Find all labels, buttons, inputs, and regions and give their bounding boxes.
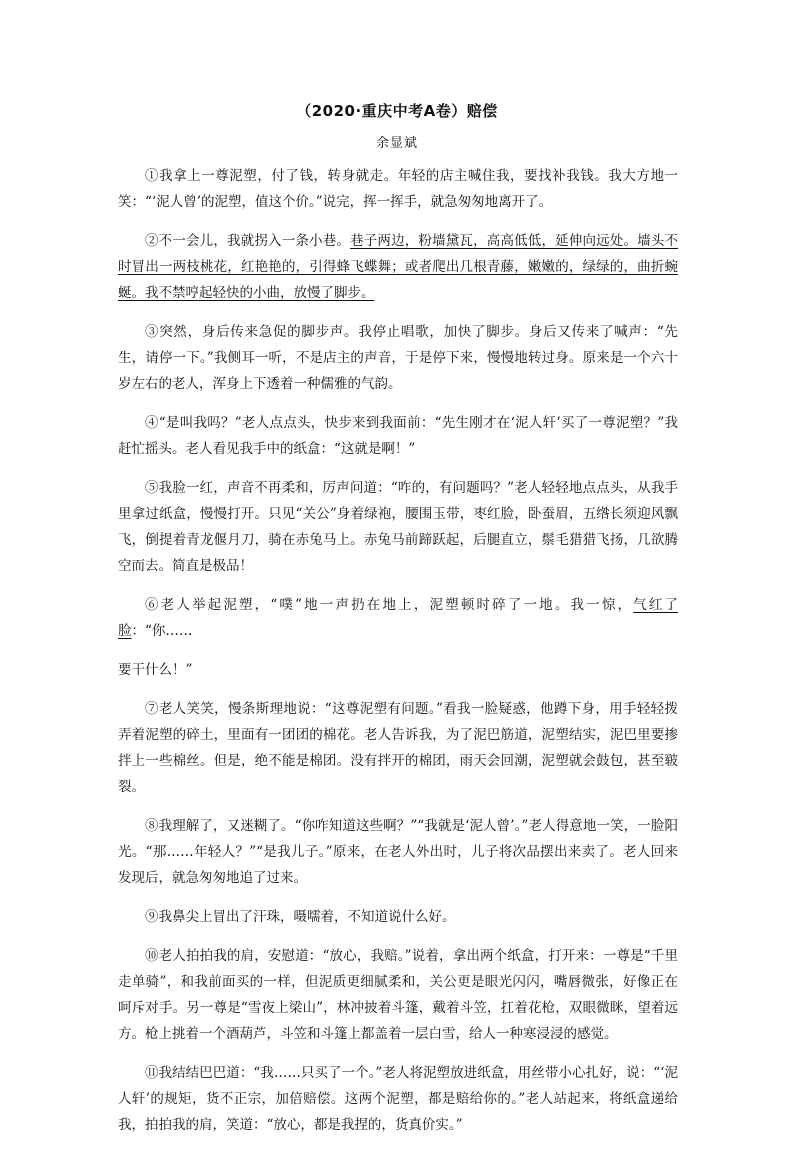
paragraph-1: ①我拿上一尊泥塑，付了钱，转身就走。年轻的店主喊住我，要找补我钱。我大方地一笑：“‘泥人曾’的泥塑，值这个价。”说完，挥一挥手，就急匆匆地离开了。 bbox=[118, 168, 678, 210]
paragraph-7: ⑦老人笑笑，慢条斯理地说：“这尊泥塑有问题。”看我一脸疑惑，他蹲下身，用手轻轻拨弄着泥塑的碎土，里面有一团团的棉花。老人告诉我，为了泥巴筋道，泥塑结实，泥巴里要掺拌上一些棉丝。但是，绝不能是棉团。没有拌开的棉团，雨天会回潮，泥塑就会鼓包，甚至皲裂。 bbox=[118, 701, 678, 795]
paragraph-6-tail: ：“你…… bbox=[131, 623, 193, 639]
paragraph-4: ④“是叫我吗？”老人点点头，快步来到我面前：“先生刚才在‘泥人轩’买了一尊泥塑？”我赶忙摇头。老人看见我手中的纸盒：“这就是啊！” bbox=[118, 415, 678, 457]
paragraph-6-continued: 要干什么！” bbox=[118, 662, 193, 678]
paragraph-2-underlined: 巷子两边，粉墙黛瓦，高高低低，延伸向远处。墙头不时冒出一两枝桃花，红艳艳的，引得蜂飞蝶舞；或者爬出几根青藤，嫩嫩的，绿绿的，曲折蜿蜒。我不禁哼起轻快的小曲，放慢了脚步。 bbox=[118, 233, 679, 301]
paragraph-2-lead: ②不一会儿，我就拐入一条小巷。 bbox=[145, 233, 351, 249]
paragraph-5: ⑤我脸一红，声音不再柔和，厉声问道：“咋的，有问题吗？”老人轻轻地点点头，从我手里拿过纸盒，慢慢打开。只见“关公”身着绿袍，腰围玉带，枣红脸，卧蚕眉，五绺长须迎风飘飞，倒提着青龙偃月刀，骑在赤兔马上。赤兔马前蹄跃起，后腿直立，鬃毛猎猎飞扬，几欲腾空而去。简直是极品！ bbox=[118, 480, 678, 574]
paragraph-9: ⑨我鼻尖上冒出了汗珠，嗫嚅着，不知道说什么好。 bbox=[145, 909, 456, 925]
document-title: （2020·重庆中考A卷）赔偿 bbox=[296, 102, 498, 120]
paragraph-3: ③突然，身后传来急促的脚步声。我停止唱歌，加快了脚步。身后又传来了喊声：“先生，请停一下。”我侧耳一听，不是店主的声音，于是停下来，慢慢地转过身。原来是一个六十岁左右的老人，浑身上下透着一种儒雅的气韵。 bbox=[118, 324, 678, 392]
paragraph-10: ⑩老人拍拍我的肩，安慰道：“放心，我赔。”说着，拿出两个纸盒，打开来：一尊是“千里走单骑”，和我前面买的一样，但泥质更细腻柔和，关公更是眼光闪闪，嘴唇微张，好像正在呵斥对手。另一尊是“雪夜上梁山”，林冲披着斗篷，戴着斗笠，扛着花枪，双眼微眯，望着远方。枪上挑着一个酒葫芦，斗笠和斗篷上都盖着一层白雪，给人一种寒浸浸的感觉。 bbox=[118, 948, 678, 1042]
paragraph-2 bbox=[118, 228, 678, 306]
paragraph-8: ⑧我理解了，又迷糊了。“你咋知道这些啊？”“我就是‘泥人曾’。”老人得意地一笑，一脸阳光。“那……年轻人？”“是我儿子。”原来，在老人外出时，儿子将次品摆出来卖了。老人回来发现后，就急匆匆地追了过来。 bbox=[118, 818, 678, 886]
paragraph-6 bbox=[118, 592, 678, 644]
paragraph-6-underlined: 气红了脸 bbox=[118, 597, 678, 639]
author-name: 余显斌 bbox=[375, 136, 418, 151]
paragraph-11: ⑪我结结巴巴道：“我……只买了一个。”老人将泥塑放进纸盒，用丝带小心扎好，说：“‘泥人轩’的规矩，货不正宗，加倍赔偿。这两个泥塑，都是赔给你的。”老人站起来，将纸盒递给我，拍拍我的肩，笑道：“放心，都是我捏的，货真价实。” bbox=[118, 1065, 678, 1133]
article-body bbox=[118, 163, 678, 1151]
paragraph-6-lead: ⑥老人举起泥塑，“噗”地一声扔在地上，泥塑顿时碎了一地。我一惊， bbox=[145, 597, 634, 613]
